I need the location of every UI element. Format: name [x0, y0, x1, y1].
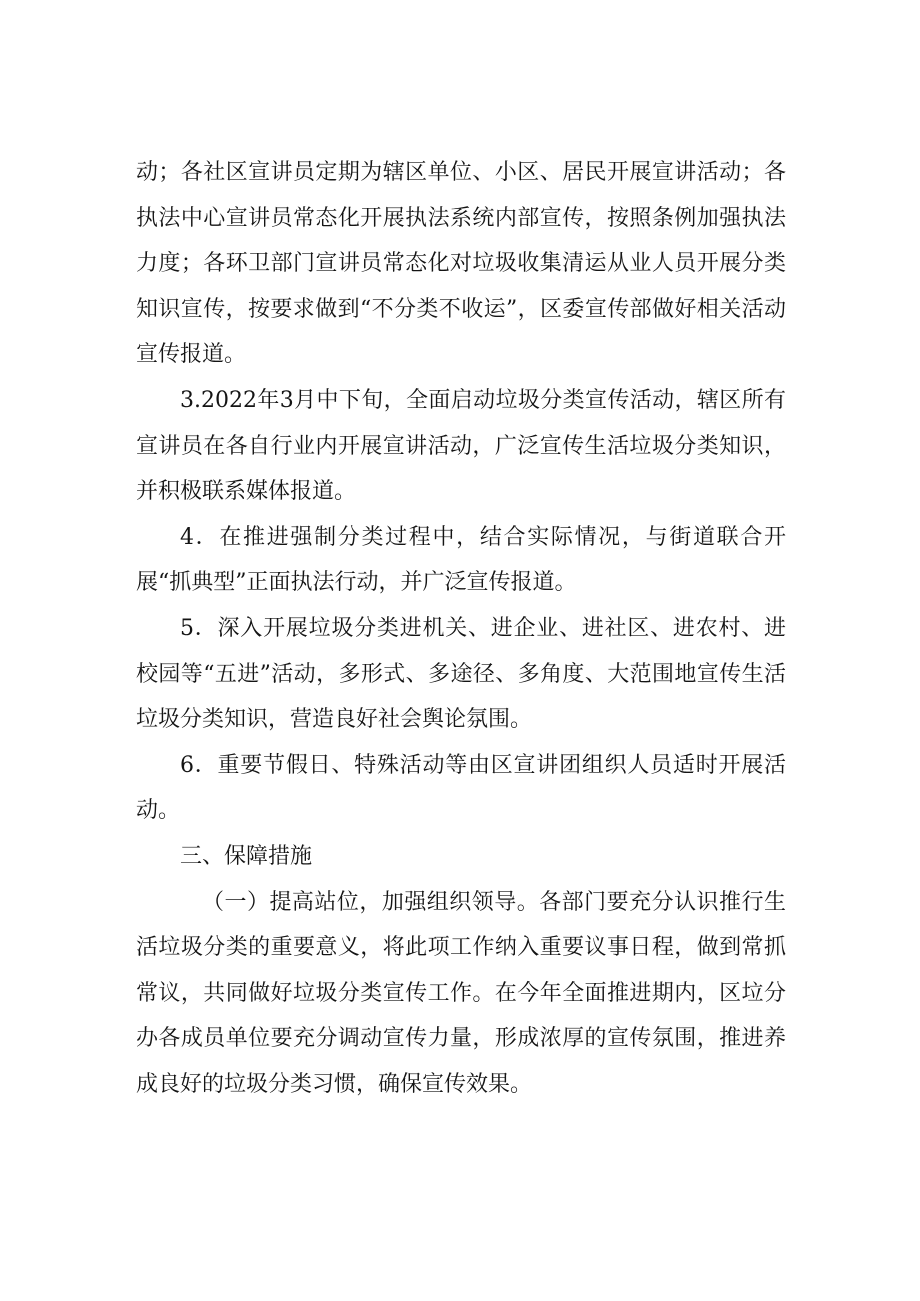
paragraph-item-5: 5．深入开展垃圾分类进机关、进企业、进社区、进农村、进校园等“五进”活动，多形式、多途径、多角度、大范围地宣传生活垃圾分类知识，营造良好社会舆论氛围。	[136, 615, 786, 733]
paragraph-continuation: 动；各社区宣讲员定期为辖区单位、小区、居民开展宣讲活动；各执法中心宣讲员常态化开展执法系统内部宣传，按照条例加强执法力度；各环卫部门宣讲员常态化对垃圾收集清运从业人员开展分类知识宣传，按要求做到“不分类不收运”，区委宣传部做好相关活动宣传报道。	[136, 160, 786, 368]
section-heading-safeguards: 三、保障措施	[180, 843, 313, 869]
document-body	[136, 150, 786, 1107]
paragraph-safeguard-1: （一）提高站位，加强组织领导。各部门要充分认识推行生活垃圾分类的重要意义，将此项工作纳入重要议事日程，做到常抓常议，共同做好垃圾分类宣传工作。在今年全面推进期内，区垃分办各成员单位要充分调动宣传力量，形成浓厚的宣传氛围，推进养成良好的垃圾分类习惯，确保宣传效果。	[136, 889, 786, 1097]
paragraph-item-6: 6．重要节假日、特殊活动等由区宣讲团组织人员适时开展活动。	[136, 752, 786, 824]
paragraph-item-3: 3.2022年3月中下旬，全面启动垃圾分类宣传活动，辖区所有宣讲员在各自行业内开展宣讲活动，广泛宣传生活垃圾分类知识，并积极联系媒体报道。	[136, 387, 786, 505]
paragraph-item-4: 4．在推进强制分类过程中，结合实际情况，与街道联合开展“抓典型”正面执法行动，并广泛宣传报道。	[136, 524, 786, 596]
